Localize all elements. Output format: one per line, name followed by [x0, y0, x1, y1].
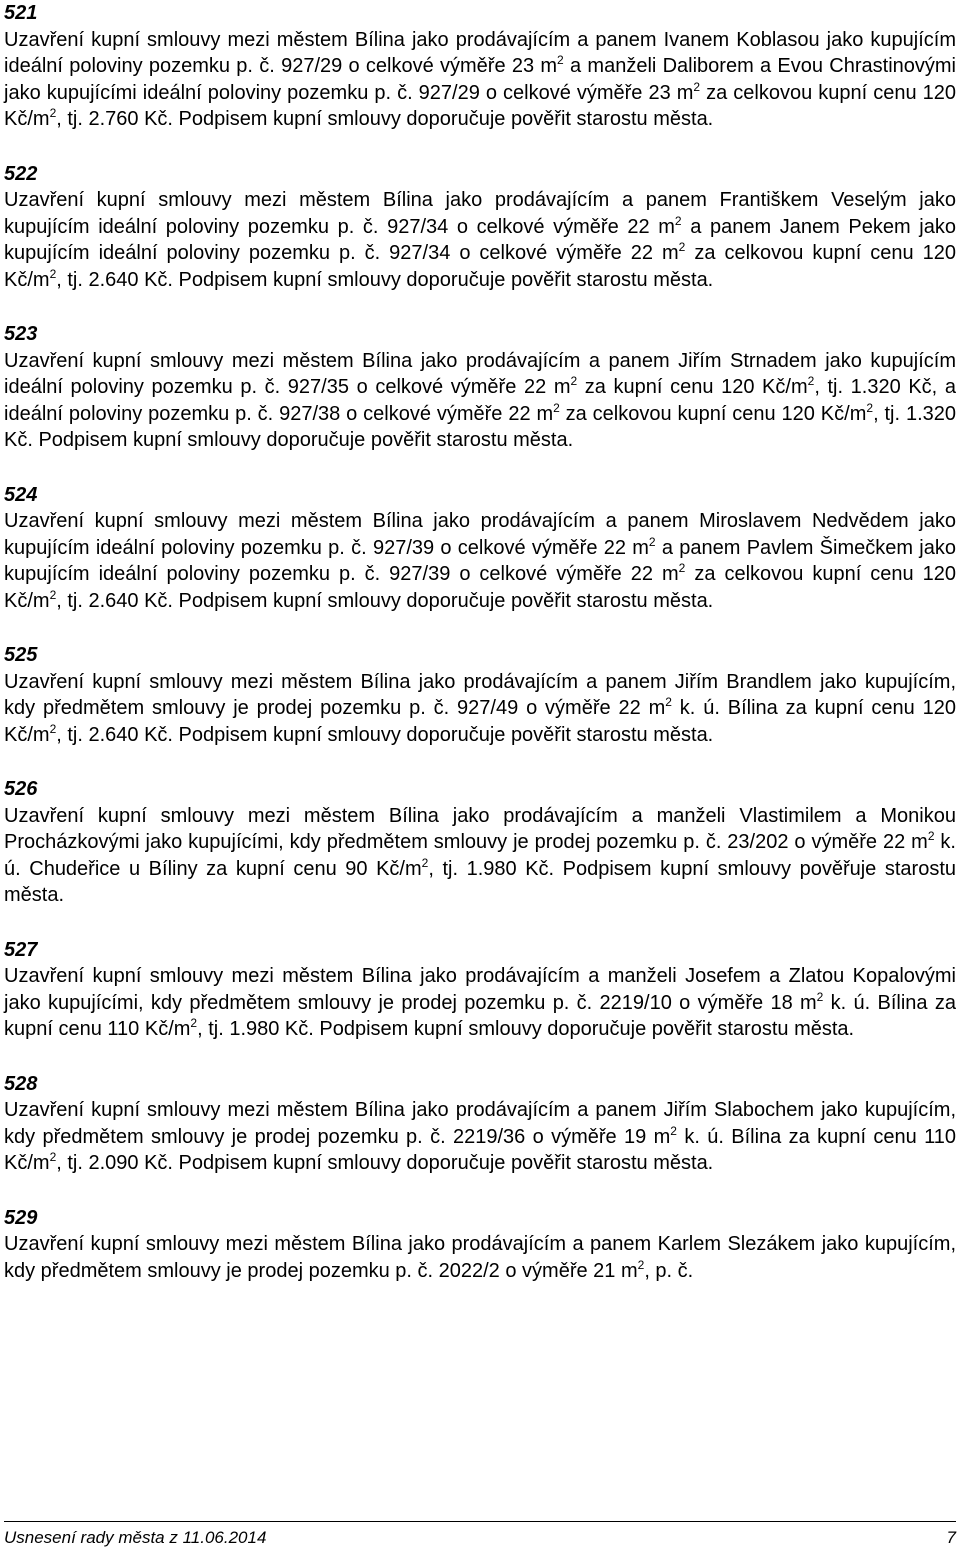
superscript: 2 [866, 400, 874, 415]
resolution-text [4, 187, 956, 293]
resolution-text [4, 1097, 956, 1177]
text-run: a manželi Daliborem a Evou Chrastinovými jako kupujícími ideální poloviny pozemku p. č. 927/29 o celkové výměře 23 m [4, 55, 956, 104]
text-run: Uzavření kupní smlouvy mezi městem Bílina jako prodávajícím a panem Jiřím Strnadem jako kupujícím ideální poloviny pozemku p. č. 927/35 o celkové výměře 22 m [4, 349, 956, 398]
resolution-item [4, 0, 956, 133]
text-run: , tj. 1.320 Kč. Podpisem kupní smlouvy doporučuje pověřit starostu města. [4, 402, 956, 451]
resolution-number: 527 [4, 938, 38, 961]
text-run: , tj. 1.320 Kč, a ideální poloviny pozemku p. č. 927/38 o celkové výměře 22 m [4, 376, 956, 425]
resolution-number: 524 [4, 483, 38, 506]
resolution-item [4, 937, 956, 1043]
superscript: 2 [421, 855, 429, 870]
superscript: 2 [648, 534, 656, 549]
resolution-item [4, 482, 956, 615]
text-run: Uzavření kupní smlouvy mezi městem Bílina jako prodávajícím a manželi Vlastimilem a Monikou Procházkovými jako kupujícími, kdy předmětem smlouvy je prodej pozemku p. č. 23/202 o výměře 22 m [4, 804, 956, 853]
superscript: 2 [637, 1257, 645, 1272]
superscript: 2 [665, 695, 672, 709]
resolution-number: 521 [4, 2, 38, 24]
superscript: 2 [570, 374, 578, 388]
resolution-text [4, 963, 956, 1043]
text-run: za celkovou kupní cenu 120 Kč/m [4, 563, 956, 612]
superscript: 2 [678, 240, 686, 254]
resolution-number: 525 [4, 644, 38, 666]
superscript: 2 [49, 1150, 57, 1164]
superscript: 2 [49, 266, 57, 281]
resolution-list [4, 0, 956, 1284]
text-run: , tj. 2.760 Kč. Podpisem kupní smlouvy doporučuje pověřit starostu města. [56, 108, 714, 130]
resolution-text [4, 27, 956, 133]
text-run: za celkovou kupní cenu 120 Kč/m [559, 402, 867, 425]
text-run: , tj. 2.640 Kč. Podpisem kupní smlouvy doporučuje pověřit starostu města. [56, 589, 714, 612]
superscript: 2 [927, 829, 935, 843]
text-run: Uzavření kupní smlouvy mezi městem Bílina jako prodávajícím a manželi Josefem a Zlatou Kopalovými jako kupujícími, kdy předmětem smlouvy je prodej pozemku p. č. 2219/10 o výměře 18 m [4, 965, 956, 1014]
text-run: , tj. 2.640 Kč. Podpisem kupní smlouvy doporučuje pověřit starostu města. [56, 723, 714, 746]
resolution-item [4, 321, 956, 454]
text-run: , tj. 1.980 Kč. Podpisem kupní smlouvy doporučuje pověřit starostu města. [197, 1018, 855, 1040]
text-run: Uzavření kupní smlouvy mezi městem Bílina jako prodávajícím a panem Ivanem Koblasou jako kupujícím ideální poloviny pozemku p. č. 927/29 o celkové výměře 23 m [4, 28, 956, 77]
resolution-number: 529 [4, 1206, 38, 1229]
text-run: k. ú. Chudeřice u Bíliny za kupní cenu 90 Kč/m [4, 831, 956, 880]
text-run: Uzavření kupní smlouvy mezi městem Bílina jako prodávajícím a panem Jiřím Slabochem jako kupujícím, kdy předmětem smlouvy je prodej pozemku p. č. 2219/36 o výměře 19 m [4, 1099, 956, 1148]
resolution-number: 526 [4, 778, 38, 800]
superscript: 2 [670, 1123, 677, 1138]
superscript: 2 [816, 989, 824, 1004]
document-body [4, 0, 956, 1312]
text-run: a panem Janem Pekem jako kupujícím ideální poloviny pozemku p. č. 927/34 o celkové výměře 22 m [4, 215, 956, 264]
text-run: k. ú. Bílina za kupní cenu 120 Kč/m [4, 697, 956, 746]
resolution-item [4, 1205, 956, 1285]
resolution-number: 528 [4, 1072, 38, 1095]
text-run: Uzavření kupní smlouvy mezi městem Bílina jako prodávajícím a panem Karlem Slezákem jako kupujícím, kdy předmětem smlouvy je prodej pozemku p. č. 2022/2 o výměře 21 m [4, 1233, 956, 1282]
superscript: 2 [553, 400, 560, 415]
resolution-text [4, 348, 956, 454]
resolution-number: 522 [4, 162, 38, 185]
resolution-text [4, 508, 956, 614]
resolution-text [4, 669, 956, 749]
resolution-number: 523 [4, 323, 38, 345]
text-run: , tj. 2.640 Kč. Podpisem kupní smlouvy doporučuje pověřit starostu města. [56, 268, 714, 291]
resolution-item [4, 161, 956, 294]
resolution-item [4, 776, 956, 909]
superscript: 2 [693, 79, 701, 94]
text-run: Uzavření kupní smlouvy mezi městem Bílina jako prodávajícím a panem Jiřím Brandlem jako kupujícím, kdy předmětem smlouvy je prodej pozemku p. č. 927/49 o výměře 22 m [4, 670, 956, 719]
text-run: Uzavření kupní smlouvy mezi městem Bílina jako prodávajícím a panem Františkem Veselým jako kupujícím ideální poloviny pozemku p. č. 927/34 o celkové výměře 22 m [4, 189, 956, 238]
superscript: 2 [807, 374, 815, 388]
text-run: , tj. 1.980 Kč. Podpisem kupní smlouvy pověřuje starostu města. [4, 857, 956, 906]
superscript: 2 [557, 53, 564, 67]
resolution-item [4, 642, 956, 748]
resolution-text [4, 803, 956, 909]
superscript: 2 [678, 561, 686, 575]
resolution-text [4, 1231, 956, 1284]
text-run: za kupní cenu 120 Kč/m [577, 376, 808, 398]
superscript: 2 [49, 106, 57, 120]
text-run: Uzavření kupní smlouvy mezi městem Bílina jako prodávajícím a panem Miroslavem Nedvědem jako kupujícím ideální poloviny pozemku p. č. 927/39 o celkové výměře 22 m [4, 510, 956, 559]
footer-title: Usnesení rady města z 11.06.2014 [4, 1528, 267, 1547]
text-run: , tj. 2.090 Kč. Podpisem kupní smlouvy doporučuje pověřit starostu města. [56, 1152, 714, 1174]
text-run: a panem Pavlem Šimečkem jako kupujícím ideální poloviny pozemku p. č. 927/39 o celkové výměře 22 m [4, 536, 956, 585]
text-run: , p. č. [644, 1259, 694, 1282]
superscript: 2 [190, 1016, 198, 1030]
text-run: za celkovou kupní cenu 120 Kč/m [4, 81, 956, 130]
superscript: 2 [49, 587, 57, 602]
superscript: 2 [674, 213, 682, 228]
text-run: za celkovou kupní cenu 120 Kč/m [4, 242, 956, 291]
page-number: 7 [946, 1528, 956, 1547]
superscript: 2 [49, 721, 57, 736]
text-run: k. ú. Bílina za kupní cenu 110 Kč/m [4, 1125, 956, 1174]
resolution-item [4, 1071, 956, 1177]
text-run: k. ú. Bílina za kupní cenu 110 Kč/m [4, 991, 956, 1040]
footer-divider [4, 1521, 956, 1522]
